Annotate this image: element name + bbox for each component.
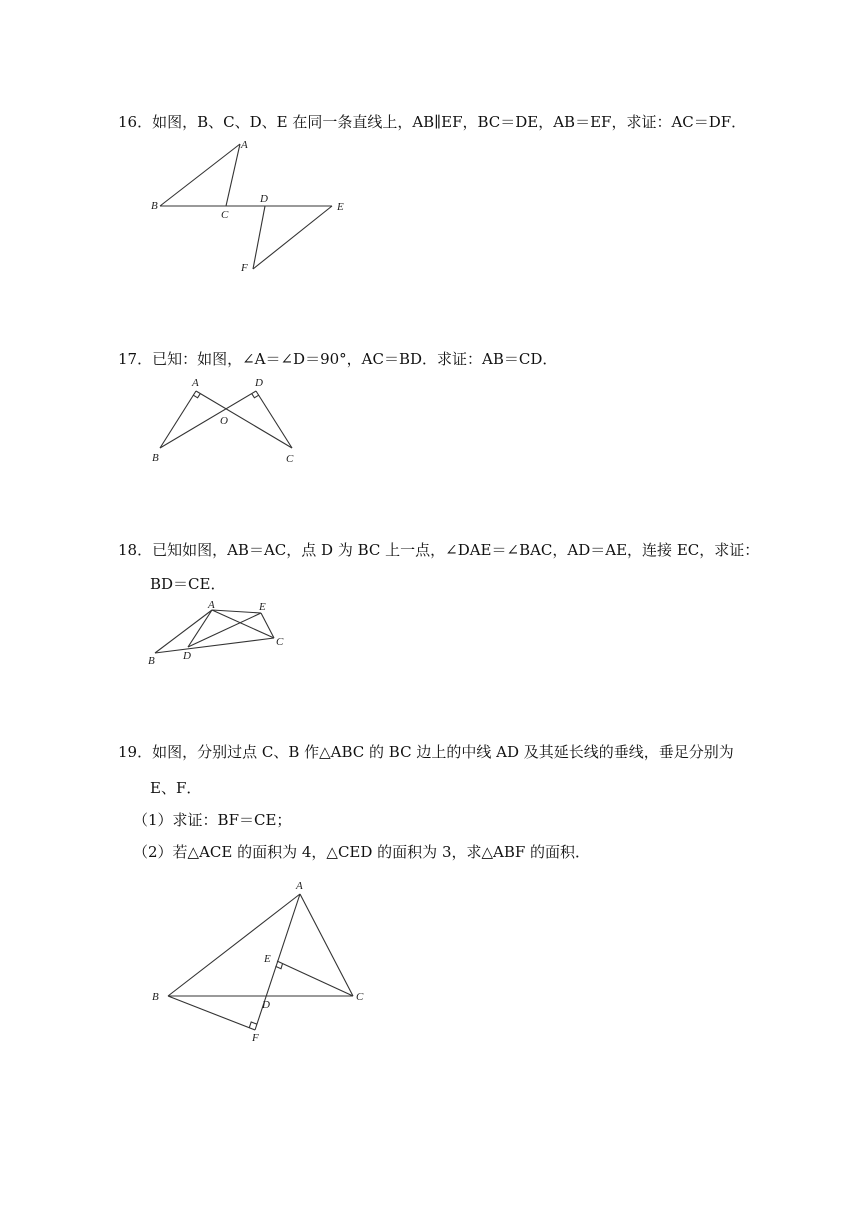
figure-16-label-e: E <box>337 201 344 213</box>
figure-18-label-e: E <box>259 601 266 613</box>
problem-19-part-1: （1）求证：BF＝CE； <box>133 811 292 829</box>
problem-19-statement-line-2: E、F． <box>150 779 202 797</box>
figure-17-label-c: C <box>286 453 294 465</box>
figure-17-label-d: D <box>255 377 263 389</box>
problem-19-statement-line-1: 19．如图，分别过点 C、B 作△ABC 的 BC 边上的中线 AD 及其延长线的垂线，垂足分别为 <box>118 743 734 761</box>
figure-18-label-a: A <box>208 599 215 611</box>
figure-19-label-d: D <box>262 999 270 1011</box>
figure-18-label-d: D <box>183 650 191 662</box>
problem-19-part-2: （2）若△ACE 的面积为 4，△CED 的面积为 3，求△ABF 的面积． <box>133 843 591 861</box>
figure-16 <box>148 140 358 275</box>
figure-16-label-a: A <box>241 139 248 151</box>
problem-17-statement: 17．已知：如图，∠A＝∠D＝90°，AC＝BD．求证：AB＝CD． <box>118 350 558 368</box>
problem-18-statement-line-2: BD＝CE． <box>150 575 226 593</box>
figure-17-label-a: A <box>192 377 199 389</box>
figure-19-label-a: A <box>296 880 303 892</box>
figure-18 <box>145 598 295 670</box>
figure-16-label-f: F <box>241 262 248 274</box>
figure-19-label-f: F <box>252 1032 259 1044</box>
figure-17-label-b: B <box>152 452 159 464</box>
figure-18-label-b: B <box>148 655 155 667</box>
figure-19-label-e: E <box>264 953 271 965</box>
figure-16-label-d: D <box>260 193 268 205</box>
figure-16-label-c: C <box>221 209 229 221</box>
figure-19-label-c: C <box>356 991 364 1003</box>
figure-18-label-c: C <box>276 636 284 648</box>
problem-18-statement-line-1: 18．已知如图，AB＝AC，点 D 为 BC 上一点，∠DAE＝∠BAC，AD＝AE，连接 EC，求证： <box>118 541 760 559</box>
figure-19 <box>148 878 378 1048</box>
figure-16-label-b: B <box>151 200 158 212</box>
figure-17 <box>148 372 308 467</box>
problem-16-statement: 16．如图，B、C、D、E 在同一条直线上，AB∥EF，BC＝DE，AB＝EF，求证：AC＝DF． <box>118 113 747 131</box>
figure-17-label-o: O <box>220 415 228 427</box>
figure-19-label-b: B <box>152 991 159 1003</box>
